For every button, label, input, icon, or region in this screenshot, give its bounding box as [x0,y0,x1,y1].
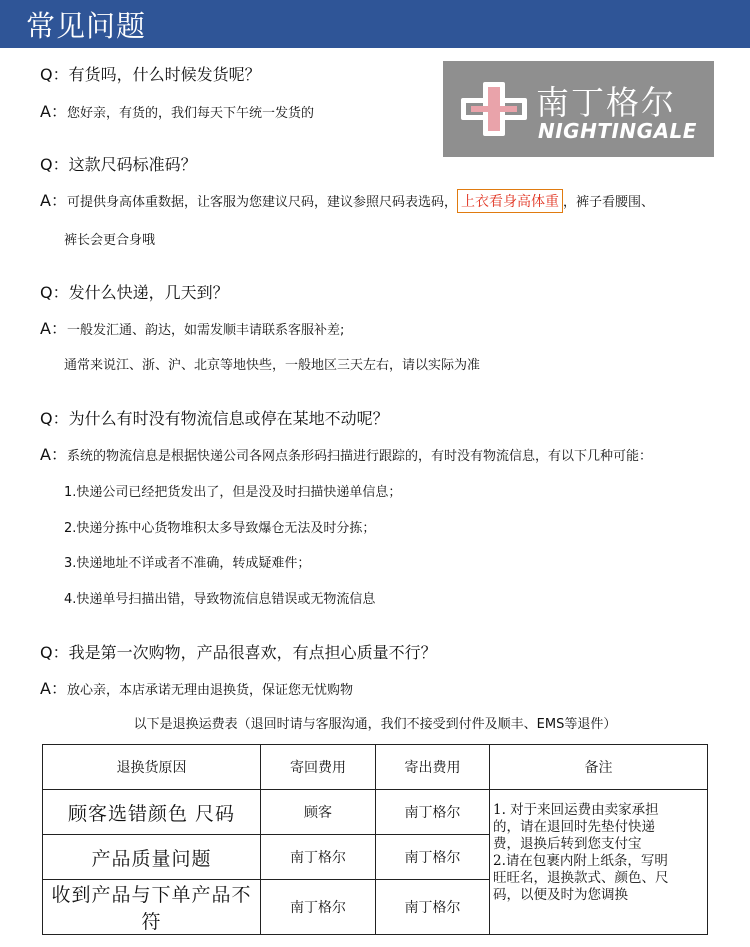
answer-1 [40,99,314,122]
answer-marker: A： [40,102,67,121]
row-send-fee: 南丁格尔 [376,880,490,935]
answer-2 [40,188,654,213]
question-1: Q：有货吗，什么时候发货呢？ [40,65,261,84]
logo-name-en: NIGHTINGALE [538,119,697,143]
remark-line: 费，退换后转到您支付宝 [493,836,642,852]
row-return-fee: 南丁格尔 [261,880,376,935]
row-return-fee: 顾客 [261,790,376,835]
answer-2-line-2: 裤长会更合身哦 [64,233,156,248]
row-reason: 收到产品与下单产品不符 [43,880,261,935]
row-send-fee: 南丁格尔 [376,790,490,835]
answer-4-item-2: 2.快递分拣中心货物堆积太多导致爆仓无法及时分拣； [64,521,376,536]
table-header-row [43,745,708,790]
nightingale-cross-icon [461,82,527,136]
header-return-fee: 寄回费用 [261,745,376,790]
answer-5 [40,676,353,699]
remark-line: 码，以便及时为您调换 [493,887,628,903]
row-reason: 产品质量问题 [43,835,261,880]
header-reason: 退换货原因 [43,745,261,790]
remark-line: 1. 对于来回运费由卖家承担 [493,802,659,818]
remark-line: 2.请在包裹内附上纸条，写明 [493,853,668,869]
header-remark: 备注 [490,745,708,790]
answer-4-text: 系统的物流信息是根据快递公司各网点条形码扫描进行跟踪的，有时没有物流信息，有以下几种可能： [66,449,652,464]
remark-line: 的，请在退回时先垫付快递 [493,819,655,835]
row-reason: 顾客选错颜色 尺码 [43,790,261,835]
answer-2-text-before: 可提供身高体重数据，让客服为您建议尺码，建议参照尺码表选码， [66,195,457,210]
page-title: 常见问题 [26,9,147,43]
answer-4-item-1: 1.快递公司已经把货发出了，但是没及时扫描快递单信息； [64,485,402,500]
logo-name-cn: 南丁格尔 [536,83,676,122]
row-return-fee: 南丁格尔 [261,835,376,880]
size-highlight-box: 上衣看身高体重 [457,189,563,213]
question-3: Q：发什么快递，几天到？ [40,283,229,302]
answer-4 [40,442,652,465]
answer-3-text: 一般发汇通、韵达，如需发顺丰请联系客服补差; [66,323,345,338]
answer-3 [40,316,344,339]
answer-4-item-4: 4.快递单号扫描出错，导致物流信息错误或无物流信息 [64,592,376,607]
question-2: Q：这款尺码标准码？ [40,155,197,174]
remark-cell [490,790,708,935]
answer-4-item-3: 3.快递地址不详或者不准确，转成疑难件； [64,556,311,571]
answer-1-text: 您好亲，有货的，我们每天下午统一发货的 [66,106,314,121]
brand-logo [443,61,714,157]
answer-marker: A： [40,679,67,698]
fee-table-note: 以下是退换运费表（退回时请与客服沟通，我们不接受到付件及顺丰、EMS等退件） [133,717,617,732]
answer-marker: A： [40,445,67,464]
answer-3-line-2: 通常来说江、浙、沪、北京等地快些，一般地区三天左右，请以实际为准 [64,358,481,373]
remark-line: 旺旺名，退换款式、颜色、尺 [493,870,669,886]
header-send-fee: 寄出费用 [376,745,490,790]
answer-marker: A： [40,191,67,210]
answer-marker: A： [40,319,67,338]
row-send-fee: 南丁格尔 [376,835,490,880]
table-row [43,790,708,835]
answer-5-text: 放心亲，本店承诺无理由退换货，保证您无忧购物 [66,683,353,698]
page-header [0,0,750,48]
question-4: Q：为什么有时没有物流信息或停在某地不动呢？ [40,409,389,428]
question-5: Q：我是第一次购物，产品很喜欢，有点担心质量不行？ [40,643,437,662]
return-fee-table [42,744,708,935]
answer-2-text-after: ，裤子看腰围、 [562,195,654,210]
